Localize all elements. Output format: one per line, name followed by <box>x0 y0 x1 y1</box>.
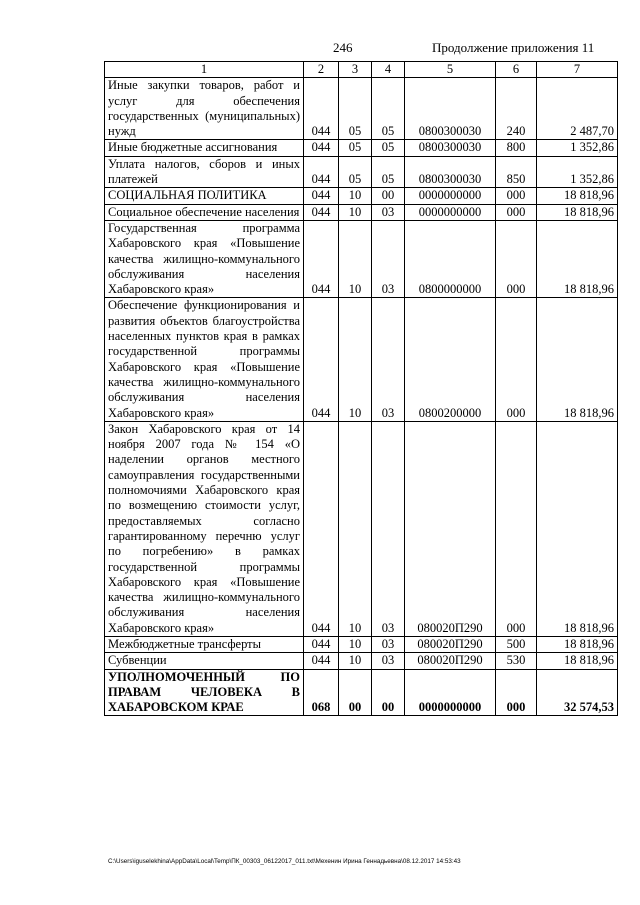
cell-amount: 18 818,96 <box>537 204 618 220</box>
cell-section: 05 <box>339 156 372 188</box>
table-row <box>105 78 618 140</box>
cell-target-article: 080020П290 <box>405 636 496 652</box>
cell-expense-type: 800 <box>496 140 537 156</box>
row-name: Иные закупки товаров, работ и услуг для обеспечения государственных (муниципальных) нужд <box>105 78 304 140</box>
budget-table <box>104 61 618 716</box>
cell-section: 00 <box>339 669 372 716</box>
file-path-footer: C:\Users\iguselekhina\AppData\Local\Temp\ПК_00303_06122017_011.txt\Мехенин Ирина Геннадьевна\08.12.2017 14:53:43 <box>108 858 461 865</box>
cell-expense-type: 500 <box>496 636 537 652</box>
cell-amount: 18 818,96 <box>537 298 618 421</box>
cell-target-article: 0000000000 <box>405 669 496 716</box>
table-row <box>105 653 618 669</box>
cell-amount: 18 818,96 <box>537 421 618 636</box>
cell-subsection: 05 <box>372 78 405 140</box>
cell-expense-type: 000 <box>496 421 537 636</box>
cell-amount: 18 818,96 <box>537 220 618 297</box>
cell-admin-code: 044 <box>304 188 339 204</box>
table-row <box>105 421 618 636</box>
cell-section: 10 <box>339 636 372 652</box>
cell-section: 10 <box>339 653 372 669</box>
cell-expense-type: 530 <box>496 653 537 669</box>
cell-amount: 1 352,86 <box>537 140 618 156</box>
table-row <box>105 204 618 220</box>
cell-target-article: 0800200000 <box>405 298 496 421</box>
cell-amount: 18 818,96 <box>537 636 618 652</box>
cell-subsection: 00 <box>372 669 405 716</box>
cell-admin-code: 068 <box>304 669 339 716</box>
cell-target-article: 0000000000 <box>405 188 496 204</box>
cell-amount: 32 574,53 <box>537 669 618 716</box>
cell-target-article: 0800000000 <box>405 220 496 297</box>
table-row <box>105 298 618 421</box>
column-header: 2 <box>304 62 339 78</box>
row-name: УПОЛНОМОЧЕННЫЙ ПО ПРАВАМ ЧЕЛОВЕКА В ХАБАРОВСКОМ КРАЕ <box>105 669 304 716</box>
cell-target-article: 080020П290 <box>405 421 496 636</box>
cell-target-article: 0800300030 <box>405 156 496 188</box>
cell-target-article: 080020П290 <box>405 653 496 669</box>
cell-target-article: 0800300030 <box>405 140 496 156</box>
column-header: 3 <box>339 62 372 78</box>
cell-expense-type: 850 <box>496 156 537 188</box>
cell-admin-code: 044 <box>304 298 339 421</box>
cell-subsection: 00 <box>372 188 405 204</box>
cell-amount: 2 487,70 <box>537 78 618 140</box>
cell-section: 10 <box>339 188 372 204</box>
row-name: Закон Хабаровского края от 14 ноября 2007 года № 154 «О наделении органов местного самоуправления государственными полномочиями Хабаровского края по возмещению стоимости услуг, предоставляемых согласно гарантированному перечню услуг по погребению» в рамках государственной программы Хабаровского края «Повышение качества жилищно-коммунального обслуживания населения Хабаровского края» <box>105 421 304 636</box>
page-number: 246 <box>333 40 353 55</box>
cell-subsection: 03 <box>372 220 405 297</box>
row-name: Субвенции <box>105 653 304 669</box>
cell-subsection: 03 <box>372 204 405 220</box>
cell-admin-code: 044 <box>304 220 339 297</box>
row-name: Социальное обеспечение населения <box>105 204 304 220</box>
cell-admin-code: 044 <box>304 636 339 652</box>
table-row <box>105 140 618 156</box>
cell-expense-type: 000 <box>496 298 537 421</box>
table-row <box>105 156 618 188</box>
cell-admin-code: 044 <box>304 78 339 140</box>
cell-amount: 18 818,96 <box>537 653 618 669</box>
cell-admin-code: 044 <box>304 140 339 156</box>
column-header: 7 <box>537 62 618 78</box>
cell-subsection: 05 <box>372 140 405 156</box>
cell-section: 10 <box>339 421 372 636</box>
cell-admin-code: 044 <box>304 421 339 636</box>
cell-target-article: 0000000000 <box>405 204 496 220</box>
cell-target-article: 0800300030 <box>405 78 496 140</box>
cell-section: 10 <box>339 204 372 220</box>
cell-subsection: 03 <box>372 636 405 652</box>
cell-admin-code: 044 <box>304 653 339 669</box>
cell-section: 05 <box>339 78 372 140</box>
row-name: Межбюджетные трансферты <box>105 636 304 652</box>
row-name: Иные бюджетные ассигнования <box>105 140 304 156</box>
cell-amount: 18 818,96 <box>537 188 618 204</box>
column-header: 4 <box>372 62 405 78</box>
cell-expense-type: 000 <box>496 204 537 220</box>
cell-section: 10 <box>339 298 372 421</box>
row-name: Государственная программа Хабаровского края «Повышение качества жилищно-коммунального обслуживания населения Хабаровского края» <box>105 220 304 297</box>
cell-expense-type: 240 <box>496 78 537 140</box>
cell-expense-type: 000 <box>496 188 537 204</box>
cell-admin-code: 044 <box>304 204 339 220</box>
cell-section: 10 <box>339 220 372 297</box>
table-header-row <box>105 62 618 78</box>
continuation-title: Продолжение приложения 11 <box>432 40 595 55</box>
cell-admin-code: 044 <box>304 156 339 188</box>
table-row <box>105 636 618 652</box>
row-name: Уплата налогов, сборов и иных платежей <box>105 156 304 188</box>
cell-expense-type: 000 <box>496 669 537 716</box>
table-row <box>105 188 618 204</box>
column-header: 1 <box>105 62 304 78</box>
cell-subsection: 03 <box>372 298 405 421</box>
row-name: СОЦИАЛЬНАЯ ПОЛИТИКА <box>105 188 304 204</box>
cell-subsection: 03 <box>372 421 405 636</box>
table-row <box>105 220 618 297</box>
cell-section: 05 <box>339 140 372 156</box>
cell-amount: 1 352,86 <box>537 156 618 188</box>
cell-subsection: 05 <box>372 156 405 188</box>
cell-subsection: 03 <box>372 653 405 669</box>
table-row-total <box>105 669 618 716</box>
row-name: Обеспечение функционирования и развития объектов благоустройства населенных пунктов края в рамках государственной программы Хабаровского края «Повышение качества жилищно-коммунального обслуживания населения Хабаровского края» <box>105 298 304 421</box>
column-header: 6 <box>496 62 537 78</box>
cell-expense-type: 000 <box>496 220 537 297</box>
column-header: 5 <box>405 62 496 78</box>
